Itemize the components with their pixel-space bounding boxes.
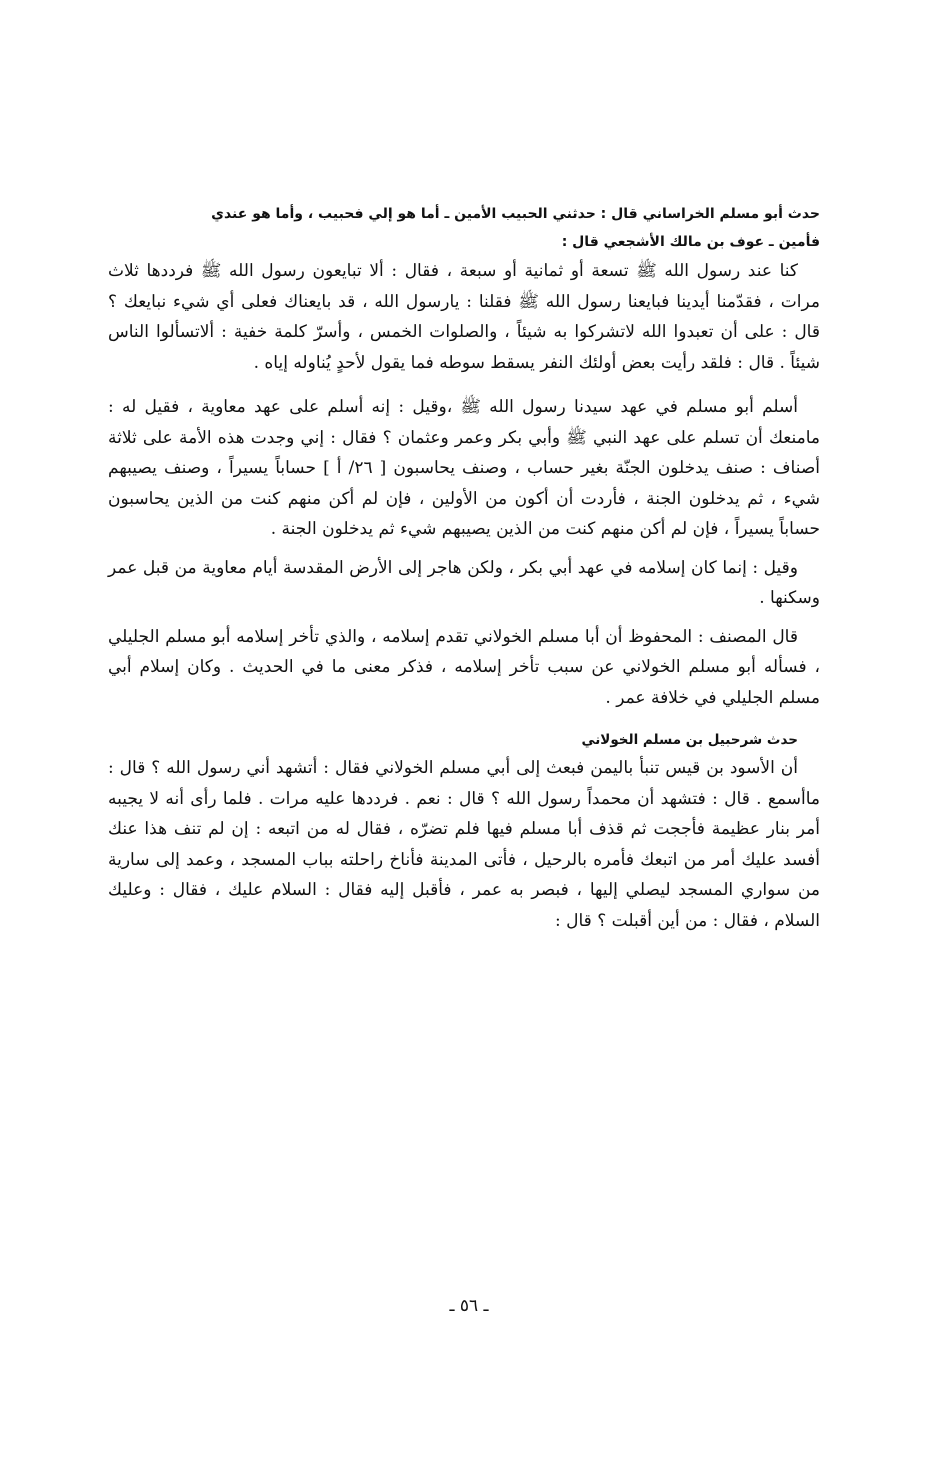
isnad-header-line-2: فأمين ـ عوف بن مالك الأشجعي قال : [561,234,820,250]
paragraph-1: كنا عند رسول الله ﷺ تسعة أو ثمانية أو سبعة ، فقال : ألا تبايعون رسول الله ﷺ فرددها ثلاث مرات ، فقدّمنا أيدينا فبايعنا رسول الله ﷺ فقلنا : يارسول الله ، قد بايعناك فعلى أي شيء نبايعك ؟ قال : على أن تعبدوا الله لاتشركوا به شيئاً ، والصلوات الخمس ، وأسرّ كلمة خفية : ألاتسألوا الناس شيئاً . قال : فلقد رأيت بعض أولئك النفر يسقط سوطه فما يقول لأحدٍ يُناوله إياه . [108,261,820,373]
paragraph-3: وقيل : إنما كان إسلامه في عهد أبي بكر ، ولكن هاجر إلى الأرض المقدسة أيام معاوية من قبل عمر وسكنها . [108,557,820,608]
paragraph-4: قال المصنف : المحفوظ أن أبا مسلم الخولاني تقدم إسلامه ، والذي تأخر إسلامه أبو مسلم الجليلي ، فسأله أبو مسلم الخولاني عن سبب تأخر إسلامه ، فذكر معنى ما في الحديث . وكان إسلام أبي مسلم الجليلي في خلافة عمر . [108,626,820,708]
isnad-header-line-1: حدث أبو مسلم الخراساني قال : حدثني الحبيب الأمين ـ أما هو إلي فحبيب ، وأما هو عندي [211,206,820,222]
page-number: ـ ٥٦ ـ [449,1296,489,1316]
section-subheading: حدث شرحبيل بن مسلم الخولاني [581,732,798,748]
paragraph-5: أن الأسود بن قيس تنبأ باليمن فبعث إلى أبي مسلم الخولاني فقال : أتشهد أني رسول الله ؟ قال : ماأسمع . قال : فتشهد أن محمداً رسول الله ؟ قال : نعم . فرددها عليه مرات . فلما رأى أنه لا يجيبه أمر بنار عظيمة فأججت ثم قذف أبا مسلم فيها فلم تضرّه ، فقال له من اتبعه : إن لم تنف هذا عنك أفسد عليك أمر من اتبعك فأمره بالرحيل ، فأتى المدينة فأناخ راحلته بباب المسجد ، وعمد إلى سارية من سواري المسجد ليصلي إليها ، فبصر به عمر ، فأقبل إليه فقال : السلام عليك ، فقال : وعليك السلام ، فقال : من أين أقبلت ؟ قال : [108,758,820,931]
paragraph-2: أسلم أبو مسلم في عهد سيدنا رسول الله ﷺ ،وقيل : إنه أسلم على عهد معاوية ، فقيل له : مامنعك أن تسلم على عهد النبي ﷺ وأبي بكر وعمر وعثمان ؟ فقال : إني وجدت هذه الأمة على ثلاثة أصناف : صنف يدخلون الجنّة بغير حساب ، وصنف يحاسبون [ ٢٦/ أ ] حساباً يسيراً ، وصنف يصيبهم شيء ، ثم يدخلون الجنة ، فأردت أن أكون من الأولين ، فإن لم أكن منهم كنت من الذين يحاسبون حساباً يسيراً ، فإن لم أكن منهم كنت من الذين يصيبهم شيء ثم يدخلون الجنة . [108,397,821,539]
page-body [108,200,820,936]
